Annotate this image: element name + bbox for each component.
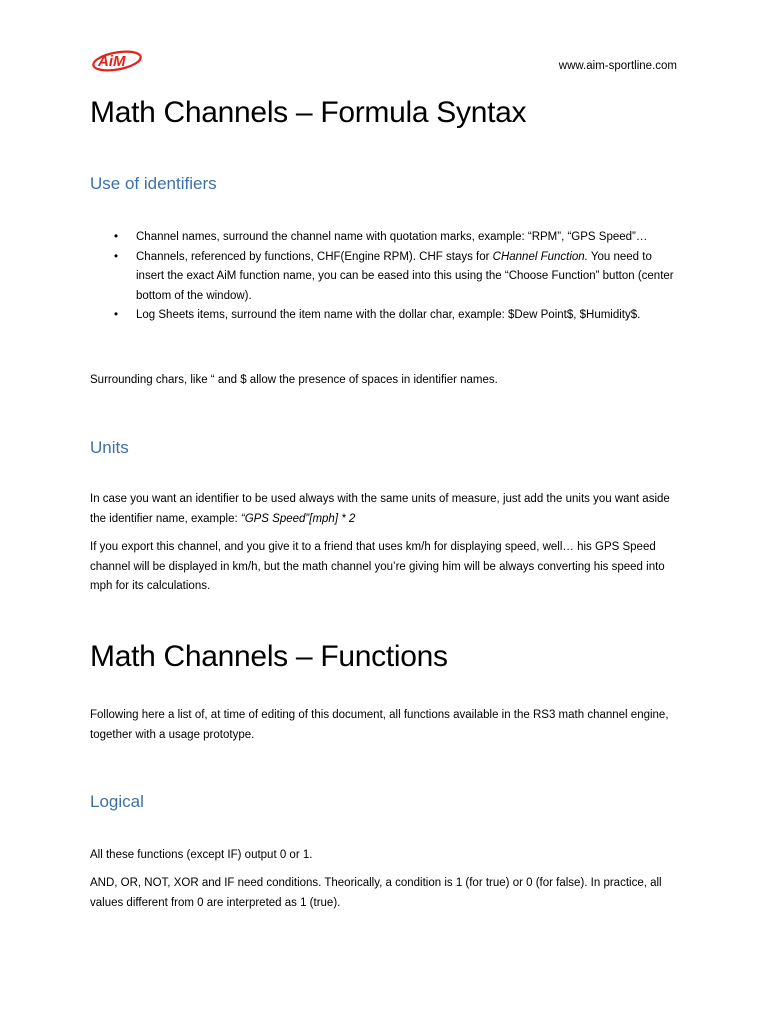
logo-text: AiM bbox=[98, 53, 126, 70]
units-paragraph-2: If you export this channel, and you give it to a friend that uses km/h for displaying speed, well… his GPS Speed channel will be displayed in km/h, but the math channel you’re giving him will be always converting his speed into mph for its calculations. bbox=[90, 541, 665, 592]
logical-paragraph-2: AND, OR, NOT, XOR and IF need conditions. Theorically, a condition is 1 (for true) or 0 (for false). In practice, all values different from 0 are interpreted as 1 (true). bbox=[90, 877, 662, 909]
bullet-marker: • bbox=[114, 309, 119, 321]
functions-intro: Following here a list of, at time of editing of this document, all functions available in the RS3 math channel engine, together with a usage prototype. bbox=[90, 709, 669, 741]
heading-units: Units bbox=[90, 438, 129, 457]
bullet-text: Channel names, surround the channel name with quotation marks, example: “RPM”, “GPS Speed”… bbox=[136, 231, 648, 243]
units-para1-text: In case you want an identifier to be used always with the same units of measure, just add the units you want aside the identifier name, example: bbox=[90, 493, 670, 525]
bullet-text-pre: Channels, referenced by functions, CHF(Engine RPM). CHF stays for bbox=[136, 250, 493, 263]
identifier-bullet-list bbox=[90, 228, 680, 326]
bullet-text-italic: CHannel Function. bbox=[492, 250, 588, 263]
identifier-note: Surrounding chars, like “ and $ allow the presence of spaces in identifier names. bbox=[90, 374, 498, 386]
logical-paragraph-1: All these functions (except IF) output 0 or 1. bbox=[90, 849, 313, 861]
bullet-text-post: You need to insert the exact AiM function name, you can be eased into this using the “Choose Function” button (center bottom of the window). bbox=[136, 250, 674, 302]
section-title-formula-syntax: Math Channels – Formula Syntax bbox=[90, 96, 527, 129]
heading-logical: Logical bbox=[90, 792, 144, 811]
bullet-channel-names bbox=[90, 228, 680, 248]
bullet-functions bbox=[90, 248, 680, 307]
section-title-functions: Math Channels – Functions bbox=[90, 640, 448, 673]
bullet-marker: • bbox=[114, 250, 119, 263]
aim-logo bbox=[90, 48, 142, 72]
site-url: www.aim-sportline.com bbox=[558, 60, 677, 72]
bullet-text: Log Sheets items, surround the item name with the dollar char, example: $Dew Point$, $Humidity$. bbox=[136, 309, 641, 321]
units-example: “GPS Speed”[mph] * 2 bbox=[240, 512, 356, 525]
heading-use-of-identifiers: Use of identifiers bbox=[90, 174, 217, 193]
bullet-marker: • bbox=[114, 231, 119, 243]
bullet-log-sheets bbox=[90, 306, 680, 326]
units-paragraph-1 bbox=[90, 490, 680, 529]
